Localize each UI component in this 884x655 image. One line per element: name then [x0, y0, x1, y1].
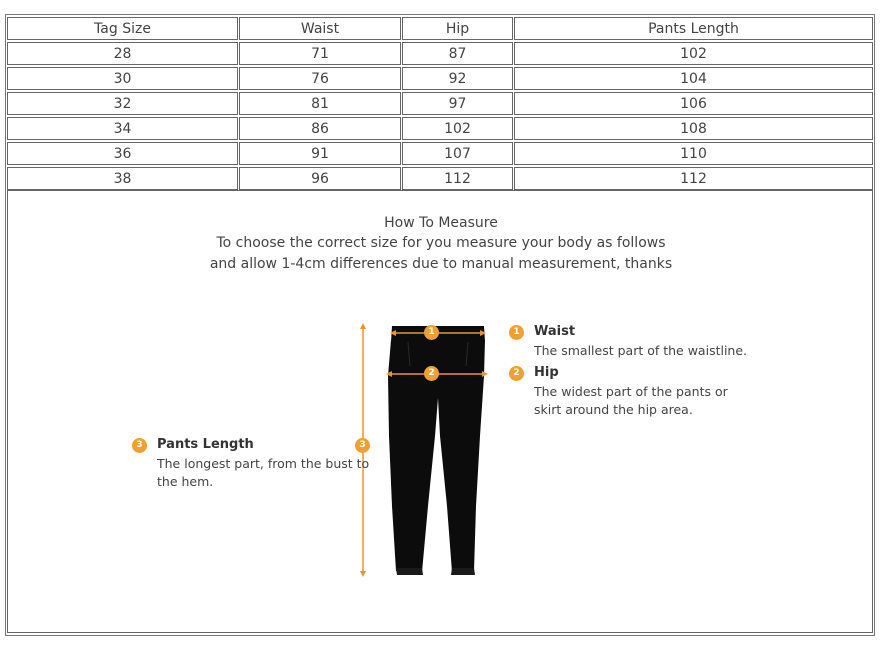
hip-label-title: Hip [534, 365, 559, 380]
cell-hip: 102 [402, 117, 513, 140]
cell-hip: 107 [402, 142, 513, 165]
table-row [7, 67, 873, 90]
cell-tag-size: 28 [7, 42, 238, 65]
table-row [7, 167, 873, 190]
cell-hip: 92 [402, 67, 513, 90]
table-row [7, 117, 873, 140]
table-row [7, 42, 873, 65]
cell-tag-size: 38 [7, 167, 238, 190]
header-tag-size: Tag Size [7, 17, 238, 40]
cell-pants-length: 110 [514, 142, 873, 165]
length-label-desc-line1: The longest part, from the bust to [157, 456, 370, 471]
cell-pants-length: 108 [514, 117, 873, 140]
cell-tag-size: 32 [7, 92, 238, 115]
cell-tag-size: 36 [7, 142, 238, 165]
cell-waist: 86 [239, 117, 401, 140]
cell-waist: 91 [239, 142, 401, 165]
hip-label-badge: 2 [509, 366, 524, 381]
measure-panel [7, 190, 873, 633]
cell-waist: 96 [239, 167, 401, 190]
length-label-title: Pants Length [157, 437, 254, 452]
waist-label-badge: 1 [509, 325, 524, 340]
hip-label-desc-line1: The widest part of the pants or [534, 384, 728, 399]
table-row [7, 142, 873, 165]
cell-pants-length: 104 [514, 67, 873, 90]
length-marker-badge: 3 [355, 438, 370, 453]
waist-marker-badge: 1 [424, 325, 439, 340]
hip-marker-badge: 2 [424, 366, 439, 381]
cell-waist: 71 [239, 42, 401, 65]
cell-hip: 112 [402, 167, 513, 190]
cell-hip: 97 [402, 92, 513, 115]
measure-title: How To Measure [384, 215, 498, 231]
waist-label-desc: The smallest part of the waistline. [534, 343, 748, 358]
hip-label-desc-line2: skirt around the hip area. [534, 402, 693, 417]
header-hip: Hip [402, 17, 513, 40]
cell-tag-size: 34 [7, 117, 238, 140]
header-pants-length: Pants Length [514, 17, 873, 40]
measure-instructions-line1: To choose the correct size for you measure your body as follows [216, 235, 666, 251]
cell-pants-length: 112 [514, 167, 873, 190]
cell-waist: 81 [239, 92, 401, 115]
length-label-desc-line2: the hem. [157, 474, 214, 489]
waist-label-title: Waist [534, 324, 576, 339]
cell-waist: 76 [239, 67, 401, 90]
measure-instructions-line2: and allow 1-4cm differences due to manual measurement, thanks [209, 256, 673, 272]
length-label-badge: 3 [132, 438, 147, 453]
cell-hip: 87 [402, 42, 513, 65]
cell-tag-size: 30 [7, 67, 238, 90]
header-waist: Waist [239, 17, 401, 40]
table-header-row [7, 17, 873, 40]
cell-pants-length: 102 [514, 42, 873, 65]
pants-illustration-icon [348, 316, 488, 591]
size-table [6, 15, 874, 192]
table-row [7, 92, 873, 115]
cell-pants-length: 106 [514, 92, 873, 115]
